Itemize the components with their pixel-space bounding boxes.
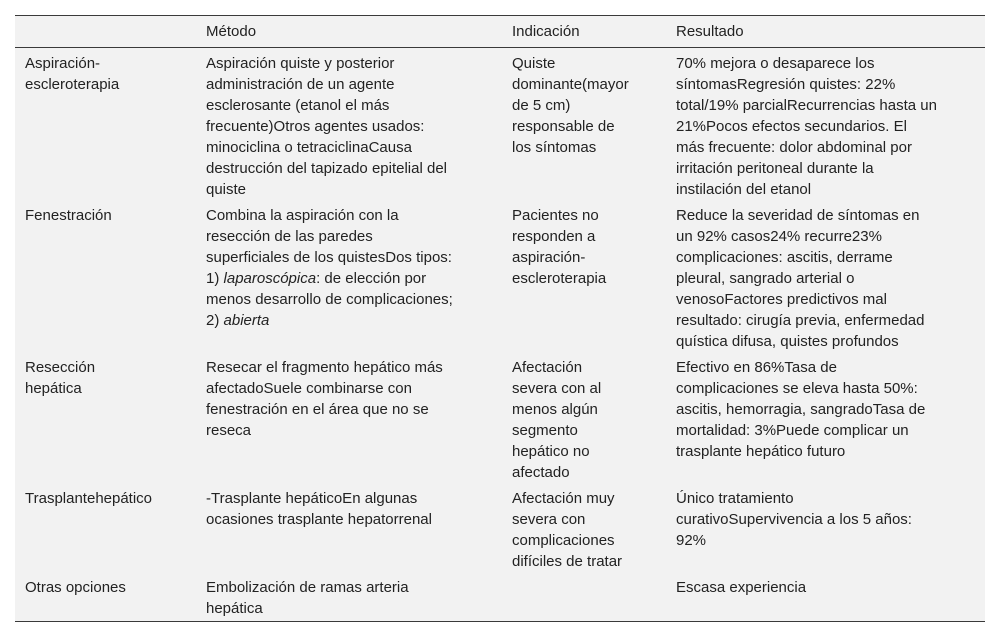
header-result: Resultado — [676, 23, 744, 40]
cell-line — [206, 268, 492, 289]
indication-cell — [502, 572, 666, 622]
cell-line: irritación peritoneal durante la — [676, 160, 874, 177]
cell-line: destrucción del tapizado epitelial del — [206, 160, 447, 177]
cell-line: Reduce la severidad de síntomas en — [676, 207, 920, 224]
treatment-table-container — [15, 15, 985, 622]
cell-line: fenestración en el área que no se — [206, 401, 429, 418]
result-cell — [666, 200, 985, 352]
treatment-cell — [15, 572, 196, 622]
cell-line: Único tratamiento — [676, 490, 794, 507]
method-cell — [196, 48, 502, 201]
treatment-cell — [15, 352, 196, 483]
cell-line: de 5 cm) — [512, 97, 571, 114]
cell-line: Afectación — [512, 359, 583, 376]
cell-line: superficiales de los quistesDos tipos: — [206, 249, 452, 266]
cell-line: Resección — [25, 359, 96, 376]
cell-line: venosoFactores predictivos mal — [676, 291, 887, 308]
cell-line: Aspiración- — [25, 55, 101, 72]
result-cell — [666, 572, 985, 622]
table-body — [15, 48, 985, 622]
cell-line: hepático no — [512, 443, 590, 460]
cell-line: hepática — [206, 600, 263, 617]
cell-line: Quiste — [512, 55, 556, 72]
cell-line: Fenestración — [25, 207, 112, 224]
cell-line: -Trasplante hepáticoEn algunas — [206, 490, 418, 507]
cell-line: curativoSupervivencia a los 5 años: — [676, 511, 912, 528]
indication-cell — [502, 48, 666, 201]
italic-term: laparoscópica — [223, 270, 317, 287]
cell-line: Aspiración quiste y posterior — [206, 55, 395, 72]
cell-line: escleroterapia — [512, 270, 607, 287]
indication-cell — [502, 200, 666, 352]
cell-line: ascitis, hemorragia, sangradoTasa de — [676, 401, 926, 418]
header-row — [15, 16, 985, 48]
cell-line: Afectación muy — [512, 490, 615, 507]
cell-line: un 92% casos24% recurre23% — [676, 228, 882, 245]
italic-term: abierta — [223, 312, 270, 329]
cell-line: mortalidad: 3%Puede complicar un — [676, 422, 909, 439]
cell-line: Embolización de ramas arteria — [206, 579, 409, 596]
table-row — [15, 200, 985, 352]
cell-line: responsable de — [512, 118, 615, 135]
cell-line: quiste — [206, 181, 247, 198]
text-fragment: 1) — [206, 270, 224, 287]
table-row — [15, 48, 985, 201]
cell-line: total/19% parcialRecurrencias hasta un — [676, 97, 937, 114]
cell-line: quística difusa, quistes profundos — [676, 333, 899, 350]
cell-line: segmento — [512, 422, 578, 439]
cell-line: los síntomas — [512, 139, 597, 156]
cell-line: complicaciones — [512, 532, 615, 549]
cell-line: complicaciones se eleva hasta 50%: — [676, 380, 918, 397]
table-row — [15, 572, 985, 622]
cell-line: afectadoSuele combinarse con — [206, 380, 412, 397]
cell-line: afectado — [512, 464, 570, 481]
treatment-table — [15, 15, 985, 622]
cell-line: aspiración- — [512, 249, 586, 266]
cell-line: trasplante hepático futuro — [676, 443, 846, 460]
cell-line: Resecar el fragmento hepático más — [206, 359, 443, 376]
indication-cell — [502, 352, 666, 483]
cell-line: difíciles de tratar — [512, 553, 623, 570]
cell-line: severa con al — [512, 380, 602, 397]
method-cell — [196, 483, 502, 572]
indication-cell — [502, 483, 666, 572]
table-row — [15, 352, 985, 483]
cell-line: Escasa experiencia — [676, 579, 807, 596]
cell-line: reseca — [206, 422, 252, 439]
header-indication: Indicación — [512, 23, 580, 40]
cell-line: 70% mejora o desaparece los — [676, 55, 875, 72]
cell-line: responden a — [512, 228, 596, 245]
result-cell — [666, 352, 985, 483]
text-fragment: : de elección por — [316, 270, 427, 287]
cell-line: hepática — [25, 380, 82, 397]
cell-line: instilación del etanol — [676, 181, 812, 198]
cell-line — [206, 310, 492, 331]
cell-line: pleural, sangrado arterial o — [676, 270, 855, 287]
cell-line: Efectivo en 86%Tasa de — [676, 359, 837, 376]
cell-line: dominante(mayor — [512, 76, 629, 93]
cell-line: esclerosante (etanol el más — [206, 97, 390, 114]
cell-line: 92% — [676, 532, 707, 549]
method-cell — [196, 200, 502, 352]
cell-line: minociclina o tetraciclinaCausa — [206, 139, 412, 156]
cell-line: Pacientes no — [512, 207, 599, 224]
cell-line: ocasiones trasplante hepatorrenal — [206, 511, 432, 528]
cell-line: frecuente)Otros agentes usados: — [206, 118, 425, 135]
cell-line: 21%Pocos efectos secundarios. El — [676, 118, 907, 135]
cell-line: síntomasRegresión quistes: 22% — [676, 76, 896, 93]
treatment-cell — [15, 48, 196, 201]
cell-line: Trasplantehepático — [25, 490, 153, 507]
cell-line: Otras opciones — [25, 579, 126, 596]
cell-line: resección de las paredes — [206, 228, 373, 245]
result-cell — [666, 48, 985, 201]
text-fragment: 2) — [206, 312, 224, 329]
cell-line: complicaciones: ascitis, derrame — [676, 249, 893, 266]
cell-line: severa con — [512, 511, 586, 528]
result-cell — [666, 483, 985, 572]
treatment-cell — [15, 483, 196, 572]
cell-line: menos algún — [512, 401, 598, 418]
table-header — [15, 16, 985, 48]
cell-line: más frecuente: dolor abdominal por — [676, 139, 912, 156]
cell-line: administración de un agente — [206, 76, 395, 93]
header-method: Método — [206, 23, 257, 40]
treatment-cell — [15, 200, 196, 352]
method-cell — [196, 352, 502, 483]
cell-line: Combina la aspiración con la — [206, 207, 399, 224]
cell-line: resultado: cirugía previa, enfermedad — [676, 312, 925, 329]
table-row — [15, 483, 985, 572]
cell-line: escleroterapia — [25, 76, 120, 93]
header-treatment — [15, 16, 196, 48]
method-cell — [196, 572, 502, 622]
cell-line: menos desarrollo de complicaciones; — [206, 291, 453, 308]
